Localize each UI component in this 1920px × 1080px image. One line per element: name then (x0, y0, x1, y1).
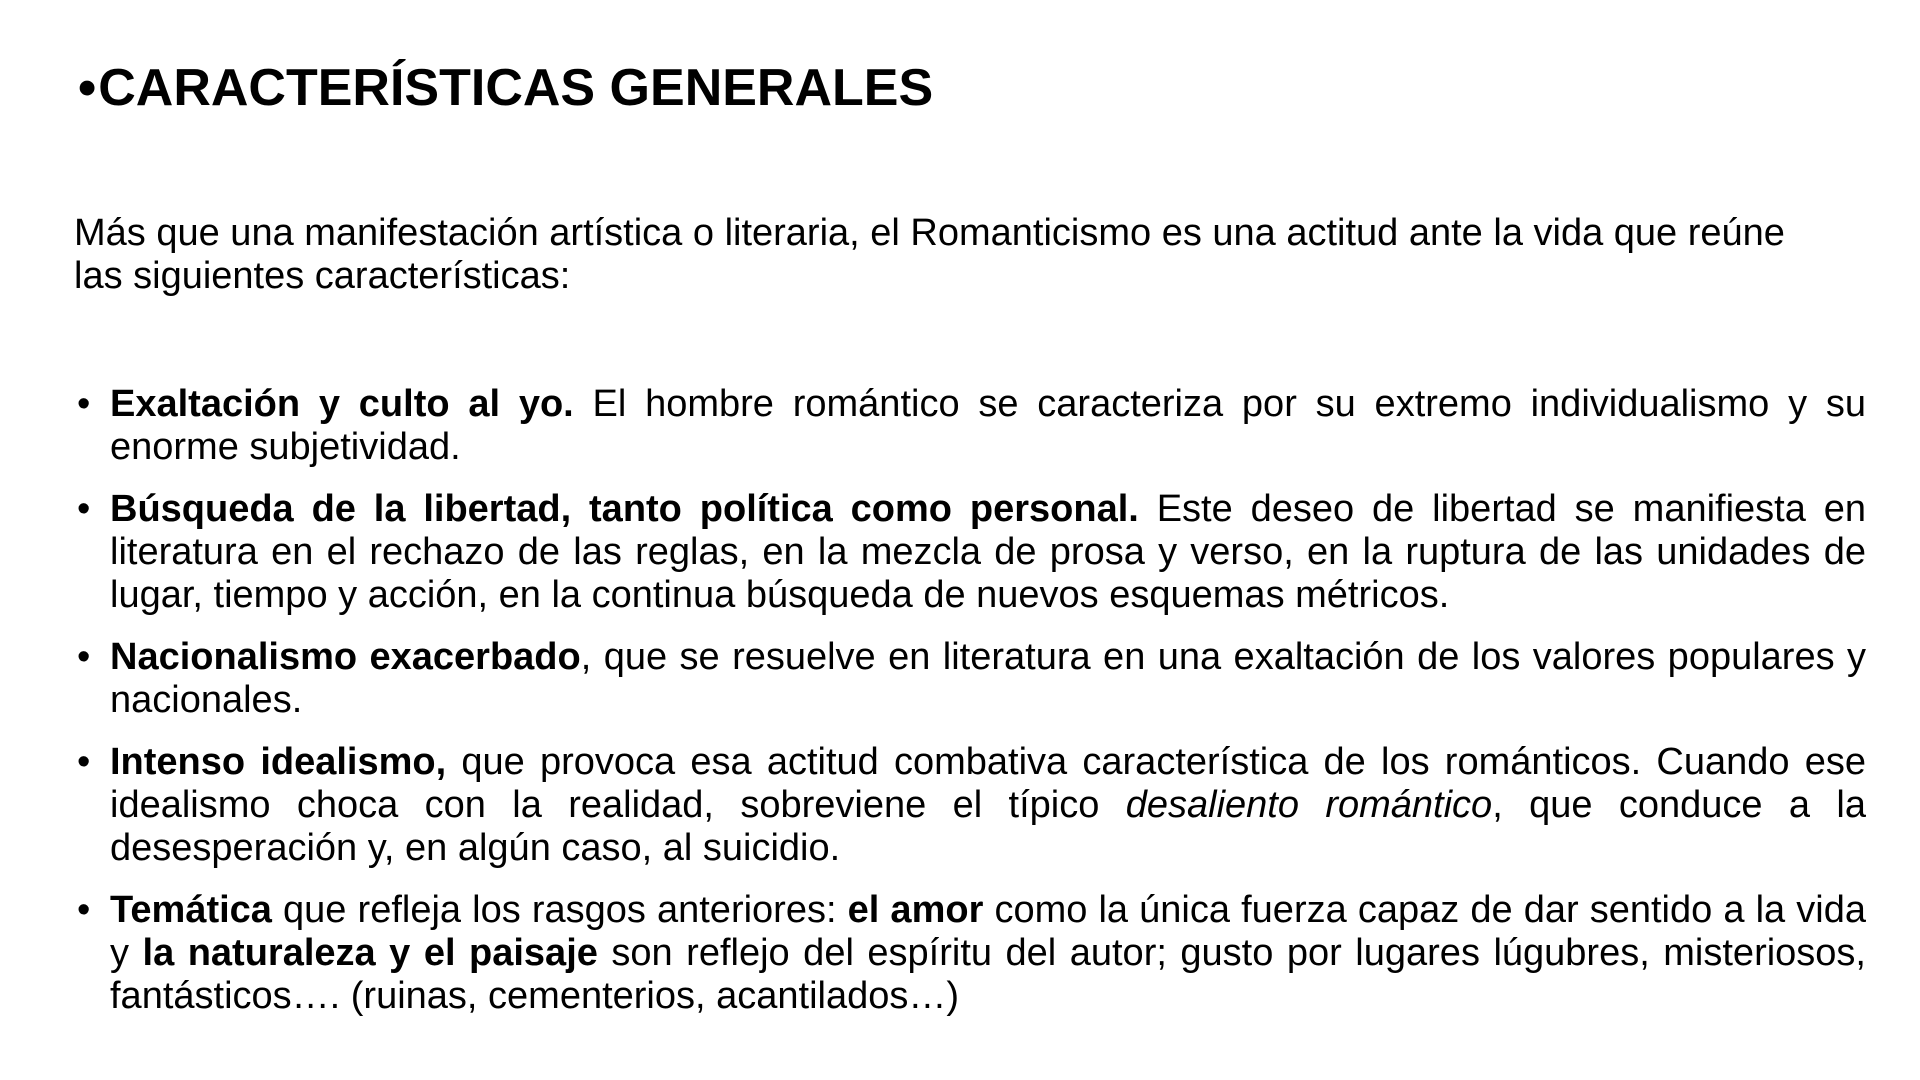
list-item-exaltacion (74, 383, 1866, 469)
bullet-icon: • (77, 741, 91, 783)
list-item-tematica (74, 889, 1866, 1018)
item-text: Este deseo de libertad se manifiesta en literatura en el rechazo de las reglas, en la mezcla de prosa y verso, en la ruptura de las unidades de lugar, tiempo y acción, en la continua búsqueda de nuevos esquemas métricos. (110, 488, 1867, 616)
item-italic-text: desaliento romántico (1125, 784, 1493, 826)
bullet-icon: • (77, 889, 91, 931)
list-item-libertad (74, 488, 1866, 617)
item-text: , que conduce a la desesperación y, en algún caso, al suicidio. (110, 784, 1866, 869)
bullet-icon: • (77, 488, 91, 530)
slide-title-row (78, 58, 933, 118)
list-item-nacionalismo (74, 636, 1866, 722)
bullet-icon: • (77, 383, 91, 425)
item-heading: Nacionalismo exacerbado (110, 636, 581, 678)
intro-paragraph: Más que una manifestación artística o literaria, el Romanticismo es una actitud ante la vida que reúne las siguientes características: (74, 212, 1785, 297)
item-bold-text: la naturaleza y el paisaje (142, 932, 598, 974)
item-heading: Búsqueda de la libertad, tanto política como personal. (110, 488, 1139, 530)
item-heading: Exaltación y culto al yo. (110, 383, 574, 425)
slide-title: CARACTERÍSTICAS GENERALES (98, 59, 934, 117)
characteristics-list (74, 383, 1866, 1037)
item-text: El hombre romántico se caracteriza por su extremo individualismo y su enorme subjetividad. (110, 383, 1866, 468)
item-text: que provoca esa actitud combativa característica de los románticos. Cuando ese idealismo choca con la realidad, sobreviene el típico (110, 741, 1866, 826)
item-bold-text: el amor (847, 889, 984, 931)
item-text: como la única fuerza capaz de dar sentido a la vida y (110, 889, 1867, 974)
item-text: que refleja los rasgos anteriores: (271, 889, 848, 931)
bullet-icon: • (77, 636, 91, 678)
list-item-idealismo (74, 741, 1866, 870)
item-text: , que se resuelve en literatura en una exaltación de los valores populares y nacionales. (110, 636, 1866, 721)
item-heading: Temática (110, 889, 272, 931)
item-heading: Intenso idealismo, (110, 741, 447, 783)
item-text: son reflejo del espíritu del autor; gusto por lugares lúgubres, misteriosos, fantásticos…. (ruinas, cementerios, acantilados…) (110, 932, 1866, 1017)
title-bullet-icon: • (78, 59, 97, 117)
